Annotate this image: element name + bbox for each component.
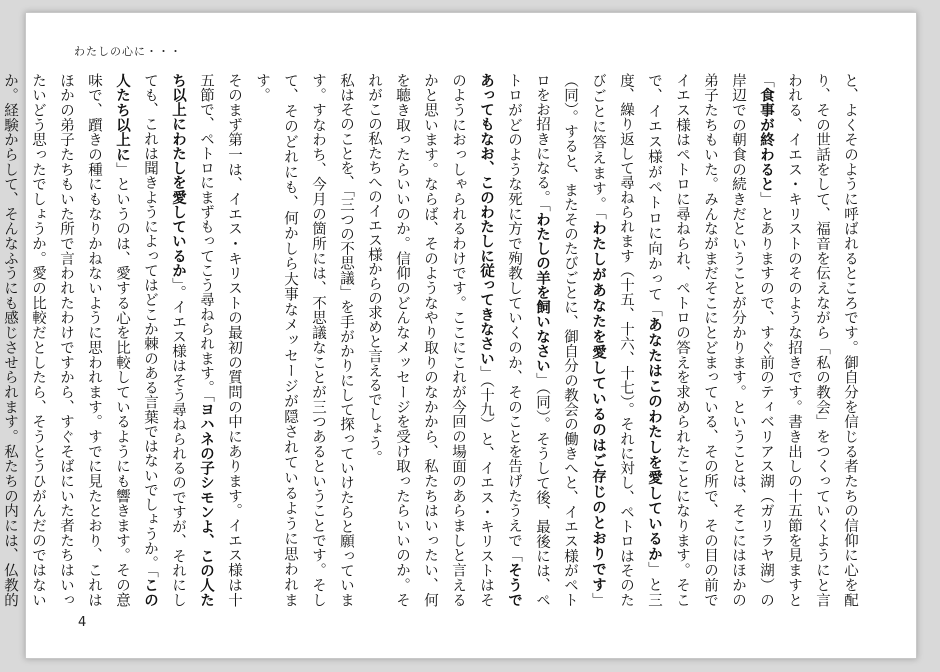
text-run: と、よくそのように呼ばれるところです。御自分を信じる者たちの信仰に心を配り、その世話をして、福音を伝えながら「私の教会」をつくっていくようにと言われる、イエス・キリストのそのような招きです。書き出しの十五節を見ますと「 <box>758 73 858 607</box>
page-number: 4 <box>78 615 87 630</box>
emphasized-quote: あなたはこのわたしを愛しているか <box>646 317 663 562</box>
emphasized-quote: この人たち以上に <box>114 73 159 608</box>
paragraph <box>0 73 248 607</box>
text-run: 」と三度、繰り返して尋ねられます（十五、十六、十七）。それに対し、ペトロはそのたびごとに答えます。「 <box>590 73 662 608</box>
text-run: 私はそのことを、「三つの不思議」を手がかりにして探っていけたらと願っています。すなわち、今月の箇所には、不思議なことが三つあるということです。そして、そのどれにも、何かしら大事なメッセージが隠されているように思われます。 <box>254 73 354 607</box>
emphasized-quote: わたしがあなたを愛しているのはご存じのとおりです <box>590 220 607 593</box>
text-run: 」（同）。すると、またそのたびごとに、御自分の教会の働きへと、イエス様がペトロをお招きになる。「 <box>534 73 606 608</box>
body-text <box>2 73 864 608</box>
text-run: 」とありますので、すぐ前のティベリアス湖（ガリラヤ湖）の岸辺での朝食の続きだということが分かります。ということは、そこにはほかの弟子たちもいた。みんながまだそこにとどまっている、その所で、その目の前でイエス様はペトロに尋ねられ、ペトロの答えを求められたことになります。そこで、イエス様がペトロに向かって「 <box>646 73 774 608</box>
text-run: 」。イエス様はそう尋ねられるのですが、それにしても、これは聞きようによってはどこか棘のある言葉ではないでしょうか。「 <box>142 73 186 608</box>
emphasized-quote: わたしの羊を飼いなさい <box>534 212 551 373</box>
document-page <box>2 12 917 659</box>
text-run: 」（十九）と、イエス・キリストはそのようにおっしゃられるわけです。ここにこれが今回の場面のあらましと言えるかと思います。ならば、そのようなやり取りのなかから、私たちはいったい、何を聴き取ったらいいのか。信仰のどんなメッセージを受け取ったらいいのか。それがこの私たちへのイエス様からの求めと言えるでしょう。 <box>366 73 494 608</box>
emphasized-quote: そうであってもなお、このわたしに従ってきなさい <box>478 73 523 608</box>
running-head: わたしの心に・・・ <box>74 45 182 58</box>
text-run: 」というのは、愛する心を比較しているようにも響きます。その意味で、躓きの種にもなりかねないように思われます。すでに見たとおり、これはほかの弟子たちもいた所で言われたわけですから、すぐそばにいた者たちはいったいどう思ったでしょうか。愛の比較だとしたら、そうとうひがんだのではないか。経験からして、そんなふうにも感じさせられます。私たちの内には、仏教的 <box>2 73 130 608</box>
emphasized-quote: ヨハネの子シモンよ、この人たち以上にわたしを愛しているか <box>170 73 215 608</box>
text-run: そのまず第一は、イエス・キリストの最初の質問の中にあります。イエス様は十五節で、ペトロにまずもってこう尋ねられます。「 <box>198 73 242 607</box>
text-run: 」（同）。そうして後、最後には、ペトロがどのような死に方で殉教していくのか、そのことを告げたうえで「 <box>506 73 550 608</box>
emphasized-quote: 食事が終わると <box>758 87 775 192</box>
paragraph <box>248 73 360 607</box>
paragraph <box>360 73 864 607</box>
